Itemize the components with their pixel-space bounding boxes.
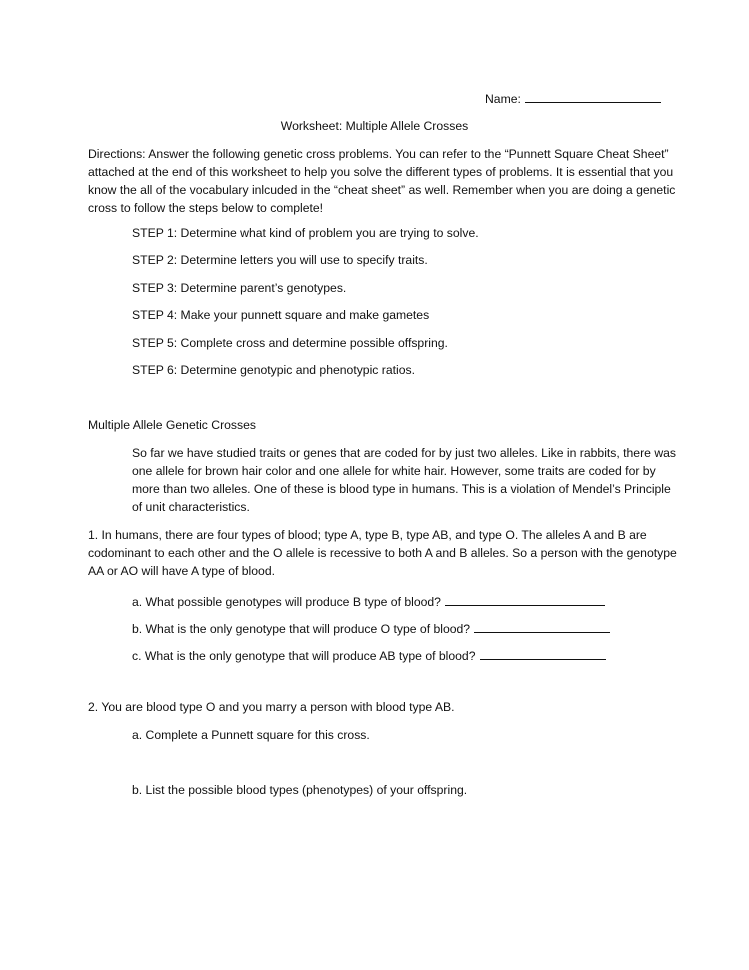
question-2-text: 2. You are blood type O and you marry a person with blood type AB. xyxy=(88,700,455,714)
step-6: STEP 6: Determine genotypic and phenotypic ratios. xyxy=(132,363,415,377)
question-2b-text: b. List the possible blood types (phenotypes) of your offspring. xyxy=(132,783,468,797)
name-field xyxy=(485,89,661,108)
question-1b-text: b. What is the only genotype that will produce O type of blood? xyxy=(132,622,471,636)
question-2a-text: a. Complete a Punnett square for this cross. xyxy=(132,728,370,742)
question-1b xyxy=(132,620,610,638)
question-1c xyxy=(132,647,606,665)
question-1a xyxy=(132,593,605,611)
question-1-text: 1. In humans, there are four types of blood; type A, type B, type AB, and type O. The alleles A and B are codominant to each other and the O allele is recessive to both A and B alleles. So a person with the genotype AA or AO will have A type of blood. xyxy=(88,528,677,578)
name-label: Name: xyxy=(485,92,521,106)
step-4: STEP 4: Make your punnett square and make gametes xyxy=(132,308,430,322)
intro-paragraph: So far we have studied traits or genes that are coded for by just two alleles. Like in rabbits, there was one allele for brown hair color and one allele for white hair. However, some traits are coded for by more than two alleles. One of these is blood type in humans. This is a violation of Mendel’s Principle of unit characteristics. xyxy=(132,446,676,514)
question-1c-text: c. What is the only genotype that will produce AB type of blood? xyxy=(132,649,476,663)
step-3: STEP 3: Determine parent’s genotypes. xyxy=(132,281,347,295)
answer-1b-blank[interactable] xyxy=(474,620,610,633)
question-1a-text: a. What possible genotypes will produce B type of blood? xyxy=(132,595,441,609)
section-heading: Multiple Allele Genetic Crosses xyxy=(88,418,256,432)
answer-1c-blank[interactable] xyxy=(480,647,606,660)
name-blank[interactable] xyxy=(525,89,661,103)
worksheet-title: Worksheet: Multiple Allele Crosses xyxy=(280,119,469,133)
step-1: STEP 1: Determine what kind of problem you are trying to solve. xyxy=(132,226,479,240)
step-2: STEP 2: Determine letters you will use to specify traits. xyxy=(132,253,428,267)
answer-1a-blank[interactable] xyxy=(445,593,605,606)
directions-paragraph: Directions: Answer the following genetic cross problems. You can refer to the “Punnett Square Cheat Sheet” attached at the end of this worksheet to help you solve the different types of problems. It is essential that you know the all of the vocabulary inlcuded in the “cheat sheet” as well. Remember when you are doing a genetic cross to follow the steps below to complete! xyxy=(88,147,676,215)
step-5: STEP 5: Complete cross and determine possible offspring. xyxy=(132,336,448,350)
